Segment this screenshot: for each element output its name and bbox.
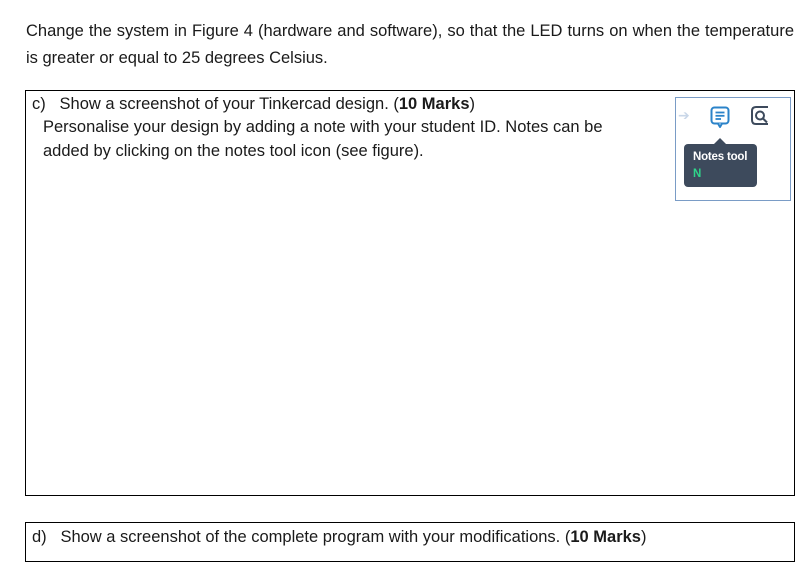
part-d-marks: 10 Marks bbox=[570, 528, 641, 546]
part-d-prompt: Show a screenshot of the complete program with your modifications. ( bbox=[60, 528, 571, 546]
part-c-question bbox=[32, 92, 475, 116]
part-c-label: c) bbox=[32, 95, 46, 113]
notes-tool-figure bbox=[675, 97, 791, 201]
part-c-prompt: Show a screenshot of your Tinkercad design. ( bbox=[59, 95, 399, 113]
part-c-marks: 10 Marks bbox=[398, 95, 470, 113]
notes-tool-tooltip bbox=[684, 144, 757, 187]
notes-tool-icon bbox=[708, 105, 732, 129]
part-c-instructions: Personalise your design by adding a note with your student ID. Notes can be added by clicking on the notes tool icon (see figure). bbox=[43, 118, 603, 160]
part-d-close: ) bbox=[640, 528, 647, 546]
tooltip-label: Notes tool bbox=[693, 151, 748, 163]
tooltip-shortcut: N bbox=[693, 168, 702, 180]
part-d-answer-box bbox=[25, 522, 795, 562]
part-d-label: d) bbox=[32, 528, 47, 546]
arrow-icon: ➔ bbox=[678, 108, 690, 124]
measure-tool-icon bbox=[748, 104, 768, 130]
part-c-close: ) bbox=[469, 95, 476, 113]
task-instruction: Change the system in Figure 4 (hardware and software), so that the LED turns on when the temperature is greater or equal to 25 degrees Celsius. bbox=[26, 22, 794, 67]
part-d-question bbox=[32, 525, 646, 549]
